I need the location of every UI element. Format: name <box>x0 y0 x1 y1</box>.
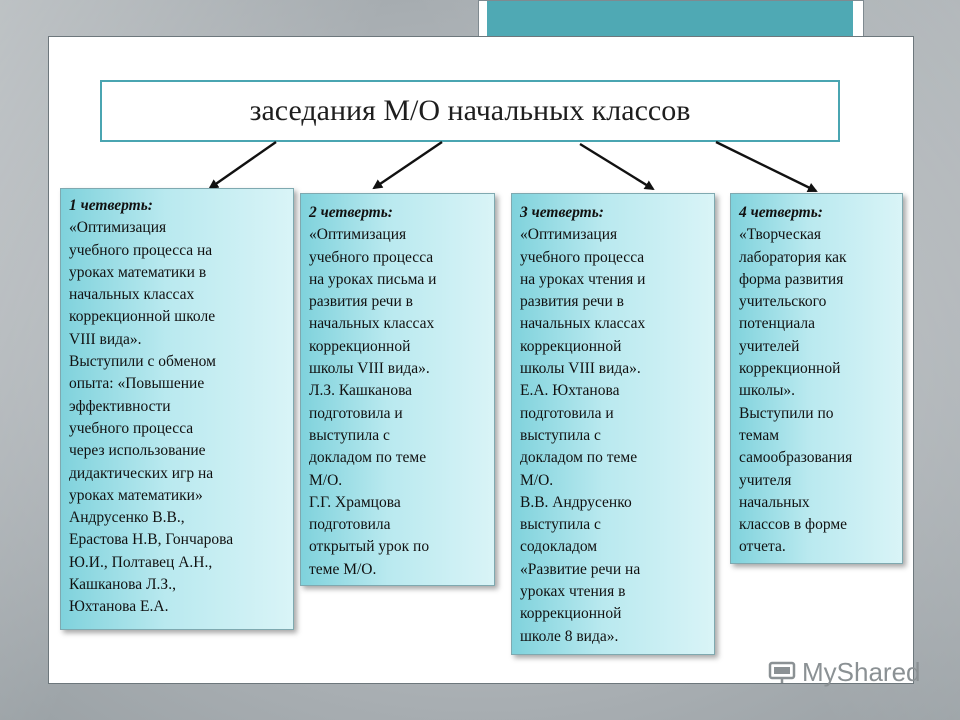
slide-title: заседания М/О начальных классов <box>100 80 840 142</box>
watermark <box>768 656 921 688</box>
quarter-card-3 <box>511 193 715 655</box>
projector-icon <box>768 660 796 684</box>
quarter-text: «Оптимизация учебного процесса на уроках математики в начальных классах коррекционной школе VIII вида». Выступили с обменом опыта: «Повышение эффективности учебного процесса через использование дидактических игр на уроках математики» Андрусенко В.В., Ерастова Н.В, Гончарова Ю.И., Полтавец А.Н., Кашканова Л.З., Юхтанова Е.А. <box>69 219 234 616</box>
quarter-card-4 <box>730 193 903 564</box>
quarter-text: «Оптимизация учебного процесса на уроках письма и развития речи в начальных классах коррекционной школы VIII вида». Л.З. Кашканова подготовила и выступила с докладом по теме М/О. Г.Г. Храмцова подготовила открытый урок по теме М/О. <box>309 226 437 578</box>
quarter-heading: 2 четверть: <box>309 204 393 221</box>
quarter-heading: 3 четверть: <box>520 204 604 221</box>
quarter-card-1 <box>60 188 294 630</box>
quarter-heading: 4 четверть: <box>739 204 823 221</box>
quarter-heading: 1 четверть: <box>69 197 153 214</box>
quarter-text: «Творческая лаборатория как форма развития учительского потенциала учителей коррекционной школы». Выступили по темам самообразования учителя начальных классов в форме отчета. <box>739 226 853 556</box>
watermark-text: MyShared <box>802 656 921 687</box>
quarter-card-2 <box>300 193 495 586</box>
quarter-text: «Оптимизация учебного процесса на уроках чтения и развития речи в начальных классах коррекционной школы VIII вида». Е.А. Юхтанова подготовила и выступила с докладом по теме М/О. В.В. Андрусенко выступила с содокладом «Развитие речи на уроках чтения в коррекционной школе 8 вида». <box>520 226 646 645</box>
